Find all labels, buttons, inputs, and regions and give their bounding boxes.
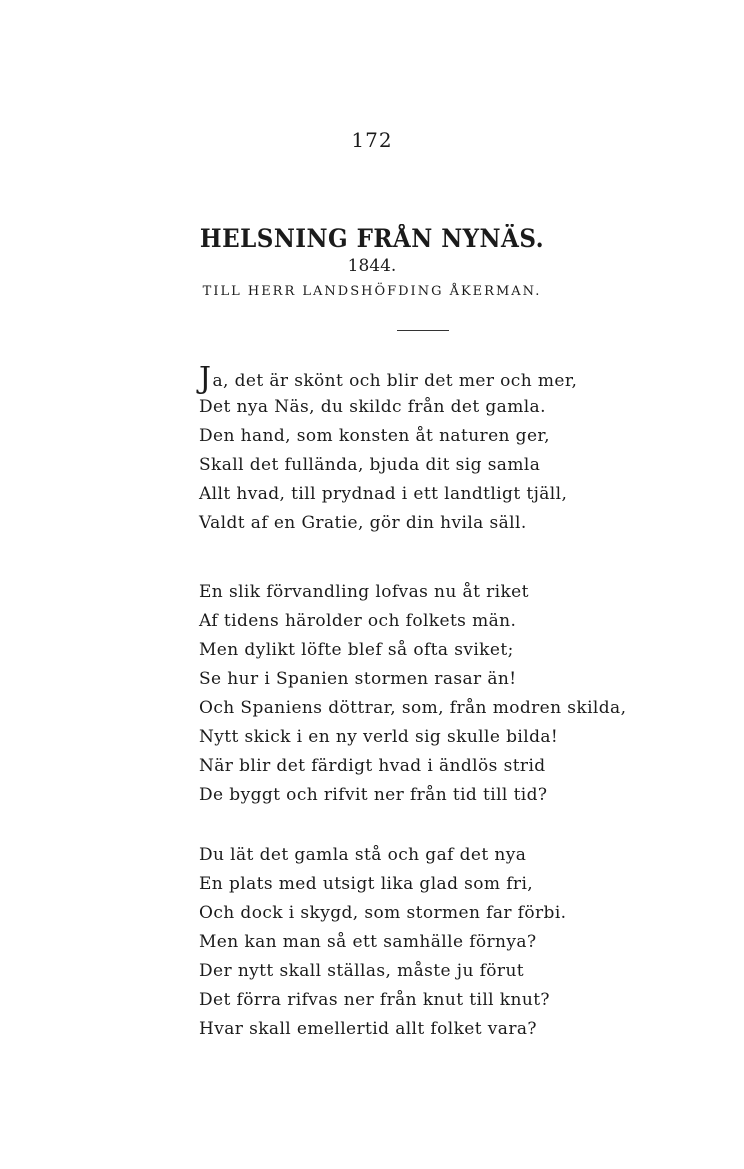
verse-line: Skall det fullända, bjuda dit sig samla <box>199 455 541 475</box>
verse-line: Valdt af en Gratie, gör din hvila säll. <box>199 513 527 533</box>
verse-line: En plats med utsigt lika glad som fri, <box>199 874 534 894</box>
stanza-1 <box>199 361 578 538</box>
verse-line: Den hand, som konsten åt naturen ger, <box>199 426 550 446</box>
verse-line: Der nytt skall ställas, måste ju förut <box>199 961 525 981</box>
verse-line: Nytt skick i en ny verld sig skulle bilda! <box>199 727 559 747</box>
verse-line: När blir det färdigt hvad i ändlös strid <box>199 756 546 776</box>
section-divider <box>397 330 449 331</box>
verse-line: En slik förvandling lofvas nu åt riket <box>199 582 529 602</box>
verse-line: Af tidens härolder och folkets män. <box>199 611 517 631</box>
verse-line: Och Spaniens döttrar, som, från modren skilda, <box>199 698 627 718</box>
verse-line: De byggt och rifvit ner från tid till tid? <box>199 785 548 805</box>
verse-line: Det nya Näs, du skildc från det gamla. <box>199 397 546 417</box>
verse-line: Och dock i skygd, som stormen far förbi. <box>199 903 567 923</box>
poem-dedication: TILL HERR LANDSHÖFDING ÅKERMAN. <box>202 284 542 299</box>
poem-year: 1844. <box>347 256 397 276</box>
verse-line: Men dylikt löfte blef så ofta sviket; <box>199 640 514 660</box>
verse-line: Det förra rifvas ner från knut till knut? <box>199 990 550 1010</box>
verse-line: Allt hvad, till prydnad i ett landtligt tjäll, <box>199 484 568 504</box>
verse-line <box>199 361 578 396</box>
drop-cap: J <box>199 361 212 396</box>
verse-line: Men kan man så ett samhälle förnya? <box>199 932 537 952</box>
verse-line: Hvar skall emellertid allt folket vara? <box>199 1019 537 1039</box>
verse-line: Du lät det gamla stå och gaf det nya <box>199 845 527 865</box>
stanza-3 <box>199 841 566 1044</box>
stanza-2 <box>199 578 626 810</box>
verse-line-text: a, det är skönt och blir det mer och mer, <box>212 371 578 391</box>
poem-title: HELSNING FRÅN NYNÄS. <box>199 224 545 253</box>
verse-line: Se hur i Spanien stormen rasar än! <box>199 669 517 689</box>
page-number: 172 <box>351 128 393 152</box>
